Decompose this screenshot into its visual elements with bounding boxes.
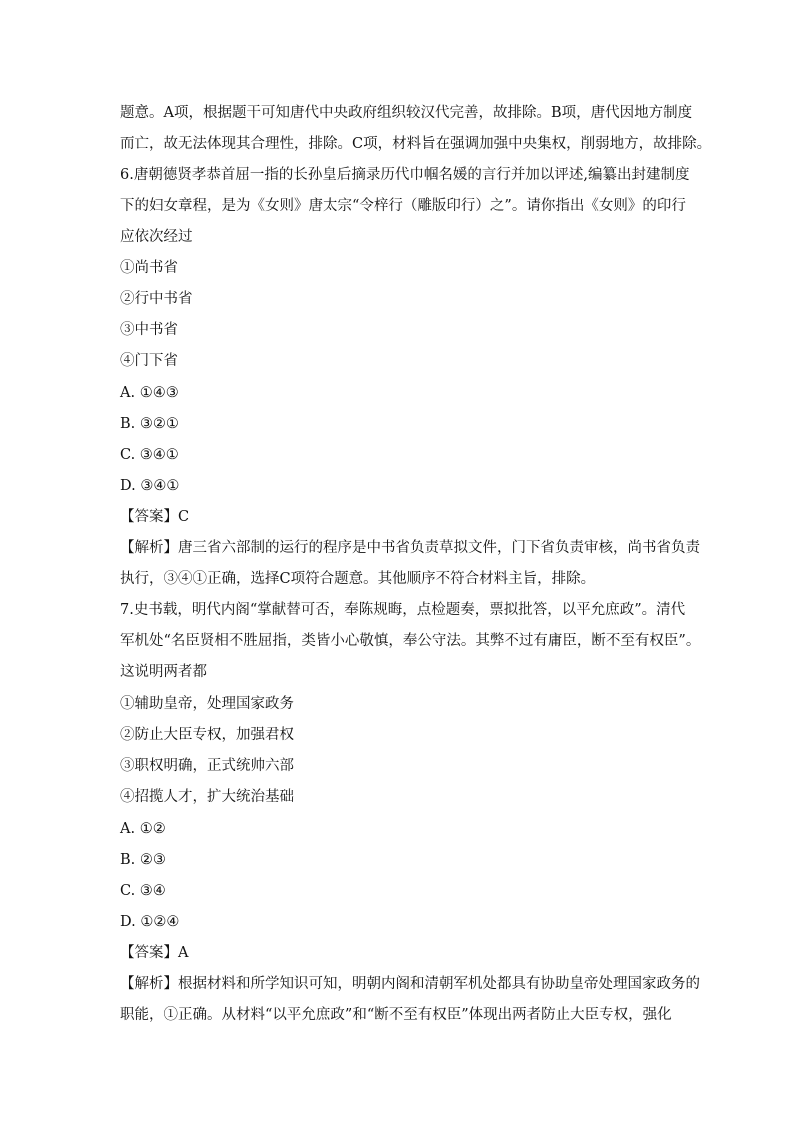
- text-line-2: 而亡，故无法体现其合理性，排除。C项，材料旨在强调加强中央集权，削弱地方，故排除。: [120, 136, 712, 152]
- question-6-stem-line-2: 下的妇女章程，是为《女则》唐太宗“令梓行（雕版印行）之”。请你指出《女则》的印行: [120, 198, 686, 214]
- question-7-analysis-line-2: 职能，①正确。从材料“以平允庶政”和“断不至有权臣”体现出两者防止大臣专权，强化: [120, 1007, 672, 1023]
- question-6-item-4: ④门下省: [120, 353, 178, 369]
- question-6-item-3: ③中书省: [120, 322, 178, 338]
- question-7-analysis-line-1: 【解析】根据材料和所学知识可知，明朝内阁和清朝军机处都具有协助皇帝处理国家政务的: [120, 976, 700, 992]
- question-6-answer: 【答案】C: [120, 509, 190, 525]
- question-6-option-c: C. ③④①: [120, 447, 179, 463]
- question-7-stem-line-3: 这说明两者都: [120, 664, 207, 680]
- question-6-item-1: ①尚书省: [120, 260, 178, 276]
- question-7-item-2: ②防止大臣专权，加强君权: [120, 727, 294, 743]
- text-line-1: 题意。A项，根据题干可知唐代中央政府组织较汉代完善，故排除。B项，唐代因地方制度: [120, 105, 693, 121]
- question-6-stem-line-1: 6.唐朝德贤孝恭首屈一指的长孙皇后摘录历代巾帼名媛的言行并加以评述,编纂出封建制度: [120, 167, 690, 183]
- question-6-item-2: ②行中书省: [120, 291, 193, 307]
- question-7-item-3: ③职权明确，正式统帅六部: [120, 758, 294, 774]
- question-7-option-c: C. ③④: [120, 883, 166, 899]
- question-7-option-b: B. ②③: [120, 852, 166, 868]
- question-6-stem-line-3: 应依次经过: [120, 229, 193, 245]
- question-6-option-d: D. ③④①: [120, 478, 180, 494]
- question-7-option-d: D. ①②④: [120, 914, 180, 930]
- question-7-item-4: ④招揽人才，扩大统治基础: [120, 789, 294, 805]
- question-6-analysis-line-1: 【解析】唐三省六部制的运行的程序是中书省负责草拟文件，门下省负责审核，尚书省负责: [120, 540, 700, 556]
- question-7-stem-line-2: 军机处“名臣贤相不胜屈指，类皆小心敬慎，奉公守法。其弊不过有庸臣，断不至有权臣”。: [120, 633, 701, 649]
- question-7-option-a: A. ①②: [120, 821, 166, 837]
- question-6-option-b: B. ③②①: [120, 416, 179, 432]
- question-7-stem-line-1: 7.史书载，明代内阁“掌献替可否，奉陈规晦，点检题奏，票拟批答，以平允庶政”。清代: [120, 602, 686, 618]
- question-7-item-1: ①辅助皇帝，处理国家政务: [120, 696, 294, 712]
- question-6-analysis-line-2: 执行，③④①正确，选择C项符合题意。其他顺序不符合材料主旨，排除。: [120, 571, 596, 587]
- question-7-answer: 【答案】A: [120, 945, 189, 961]
- question-6-option-a: A. ①④③: [120, 385, 179, 401]
